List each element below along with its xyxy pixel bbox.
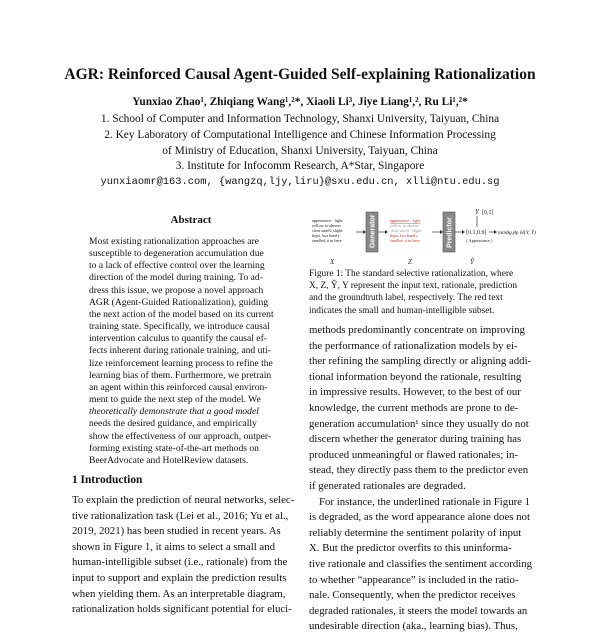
- input-line: appearance : light: [312, 218, 343, 223]
- abstract-line: needs the desired guidance, and empirically: [89, 418, 257, 430]
- rationale-line: hops, but barely: [390, 233, 418, 238]
- objective: minθg,θp H(Y, Ŷ): [498, 230, 536, 236]
- abstract-line: BeerAdvocate and HotelReview datasets.: [89, 454, 249, 466]
- body-line: is degraded, as the word appearance alone does not: [309, 511, 530, 524]
- body-line: X. But the predictor overfits to this uninforma-: [309, 542, 512, 555]
- body-line: undesirable direction (aka., learning bias). Thus,: [309, 620, 518, 633]
- input-line: yellow to almost: [312, 223, 341, 228]
- figure-1-diagram: [310, 208, 536, 270]
- input-line: clear smell: slight: [312, 228, 343, 233]
- y-range: [0,1]: [482, 210, 494, 216]
- abstract-line: an agent within this reinforced causal environ-: [89, 381, 268, 393]
- affiliation-2: 2. Key Laboratory of Computational Intelligence and Chinese Information Processing: [104, 129, 496, 141]
- affiliation-3: 3. Institute for Infocomm Research, A*Star, Singapore: [175, 160, 425, 172]
- intro-line: tive rationalization task (Lei et al., 2016; Yu et al.,: [72, 509, 289, 522]
- intro-line: shown in Figure 1, it aims to select a small and: [72, 540, 276, 553]
- abstract-line: fects inherent during rationale training, and uti-: [89, 345, 271, 357]
- body-line: the performance of rationalization models by ei-: [309, 339, 518, 352]
- abstract-line: to a lack of effective control over the learning: [89, 260, 265, 272]
- abstract-line: theoretically demonstrate that a good model: [89, 406, 259, 418]
- abstract-line: show the effectiveness of our approach, outper-: [89, 430, 272, 442]
- body-line: tional information beyond the rationale, resulting: [309, 370, 522, 383]
- intro-line: human-intelligible subset (i.e., rationale) from the: [72, 556, 288, 569]
- abstract-line: intervention calculus to quantify the causal ef-: [89, 333, 267, 345]
- arrow-head: [494, 230, 497, 234]
- introduction-body: [72, 493, 298, 618]
- arrow-head: [385, 230, 388, 234]
- body-line: if generated rationales are degraded.: [309, 479, 466, 492]
- arrow-head: [363, 230, 366, 234]
- body-line: tive rationale and classifies the sentiment according: [309, 557, 533, 570]
- generator-label: Generator: [369, 214, 377, 248]
- abstract-line: Most existing rationalization approaches are: [89, 236, 259, 247]
- appearance-note: ( Appearance ): [466, 238, 493, 243]
- intro-line: To explain the prediction of neural networks, selec-: [72, 494, 295, 506]
- affiliation-1: 1. School of Computer and Information Technology, Shanxi University, Taiyuan, China: [100, 113, 500, 125]
- abstract-line: lize reinforcement learning process to refine the: [89, 357, 273, 369]
- author-list: Yunxiao Zhao¹, Zhiqiang Wang¹,²*, Xiaoli Li³, Jiye Liang¹,², Ru Li¹,²*: [132, 96, 468, 108]
- body-line: reliably determine the sentiment polarity of input: [309, 526, 522, 539]
- y-label: Y: [475, 208, 479, 216]
- caption-line: X, Z, Ŷ, Y represent the input text, rationale, prediction: [309, 281, 518, 292]
- yhat-range: [0.1,0.9]: [466, 230, 487, 236]
- body-line: ther refining the sampling directly or aligning addi-: [309, 355, 532, 368]
- body-line: discern whether the generator during training has: [309, 433, 522, 446]
- abstract-line: AGR (Agent-Guided Rationalization), guiding: [89, 296, 269, 308]
- abstract-line: forming existing state-of-the-art methods on: [89, 442, 259, 454]
- rationale-line: clear smell : slight: [390, 228, 422, 233]
- rationale-line: smelled it in here: [390, 238, 420, 243]
- affiliation-2-cont: of Ministry of Education, Shanxi University, Taiyuan, China: [162, 145, 438, 157]
- intro-line: rationalization holds significant potential for eluci-: [72, 603, 292, 616]
- caption-line: Figure 1: The standard selective rationalization, where: [309, 269, 514, 279]
- body-line: produced unmeaningful or flawed rationales; in-: [309, 448, 518, 461]
- abstract-heading: Abstract: [170, 214, 212, 226]
- body-line: stead, they directly pass them to the predictor even: [309, 464, 529, 477]
- body-line: knowledge, the current methods are prone to de-: [309, 401, 519, 414]
- body-line: generation accumulation¹ since they usually do not: [309, 417, 529, 430]
- body-line: For instance, the underlined rationale in Figure 1: [319, 495, 531, 508]
- yhat-label: Ŷ: [470, 258, 474, 266]
- x-label: X: [330, 258, 335, 266]
- body-line: methods predominantly concentrate on improving: [309, 324, 525, 336]
- author-emails: yunxiaomr@163.com, {wangzq,ljy,liru}@sxu.edu.cn, xlli@ntu.edu.sg: [100, 176, 500, 188]
- abstract-line: susceptible to degeneration accumulation due: [89, 248, 264, 260]
- arrow-head: [462, 230, 465, 234]
- right-column-body: [309, 323, 533, 635]
- caption-line: indicates the small and human-intelligible subset.: [309, 305, 495, 316]
- abstract-line: the next action of the model based on its current: [89, 308, 274, 320]
- paper-title: AGR: Reinforced Causal Agent-Guided Self-explaining Rationalization: [64, 66, 536, 83]
- abstract-line: learning bias of them. Furthermore, we pretrain: [89, 369, 272, 381]
- figure-1-caption: [309, 268, 533, 317]
- introduction-heading: 1 Introduction: [72, 474, 143, 486]
- abstract-body: [89, 236, 293, 467]
- z-label: Z: [408, 258, 412, 266]
- abstract-line: ment to guide the next step of the model. We: [89, 394, 261, 406]
- body-line: degraded rationales, it steers the model towards an: [309, 604, 528, 617]
- intro-line: input to support and explain the prediction results: [72, 571, 287, 584]
- predictor-label: Predictor: [446, 217, 454, 248]
- rationale-text: [390, 218, 422, 243]
- intro-line: 2019, 2021) has been studied in recent years. As: [72, 525, 281, 538]
- arrow-head: [440, 230, 443, 234]
- abstract-line: direction of the model during training. To ad-: [89, 272, 263, 284]
- input-line: smelled it in here: [312, 238, 342, 243]
- caption-line: and the groundtruth label, respectively. The red text: [309, 293, 503, 304]
- input-text: [312, 218, 343, 243]
- input-line: hops, but barely: [312, 233, 340, 238]
- body-line: nale. Consequently, when the predictor receives: [309, 589, 516, 602]
- figure-1: [310, 208, 536, 270]
- body-line: to whether “appearance” is included in the ratio-: [309, 573, 519, 586]
- body-line: in impressive results. However, to the best of our: [309, 386, 521, 399]
- intro-line: when yielding them. As an interpretable diagram,: [72, 587, 286, 600]
- abstract-line: dress this issue, we propose a novel approach: [89, 284, 264, 296]
- rationale-line: appearance : light: [390, 218, 421, 223]
- rationale-line: yellow to almost: [390, 223, 419, 228]
- abstract-line: training state. Specifically, we introduce causal: [89, 321, 270, 333]
